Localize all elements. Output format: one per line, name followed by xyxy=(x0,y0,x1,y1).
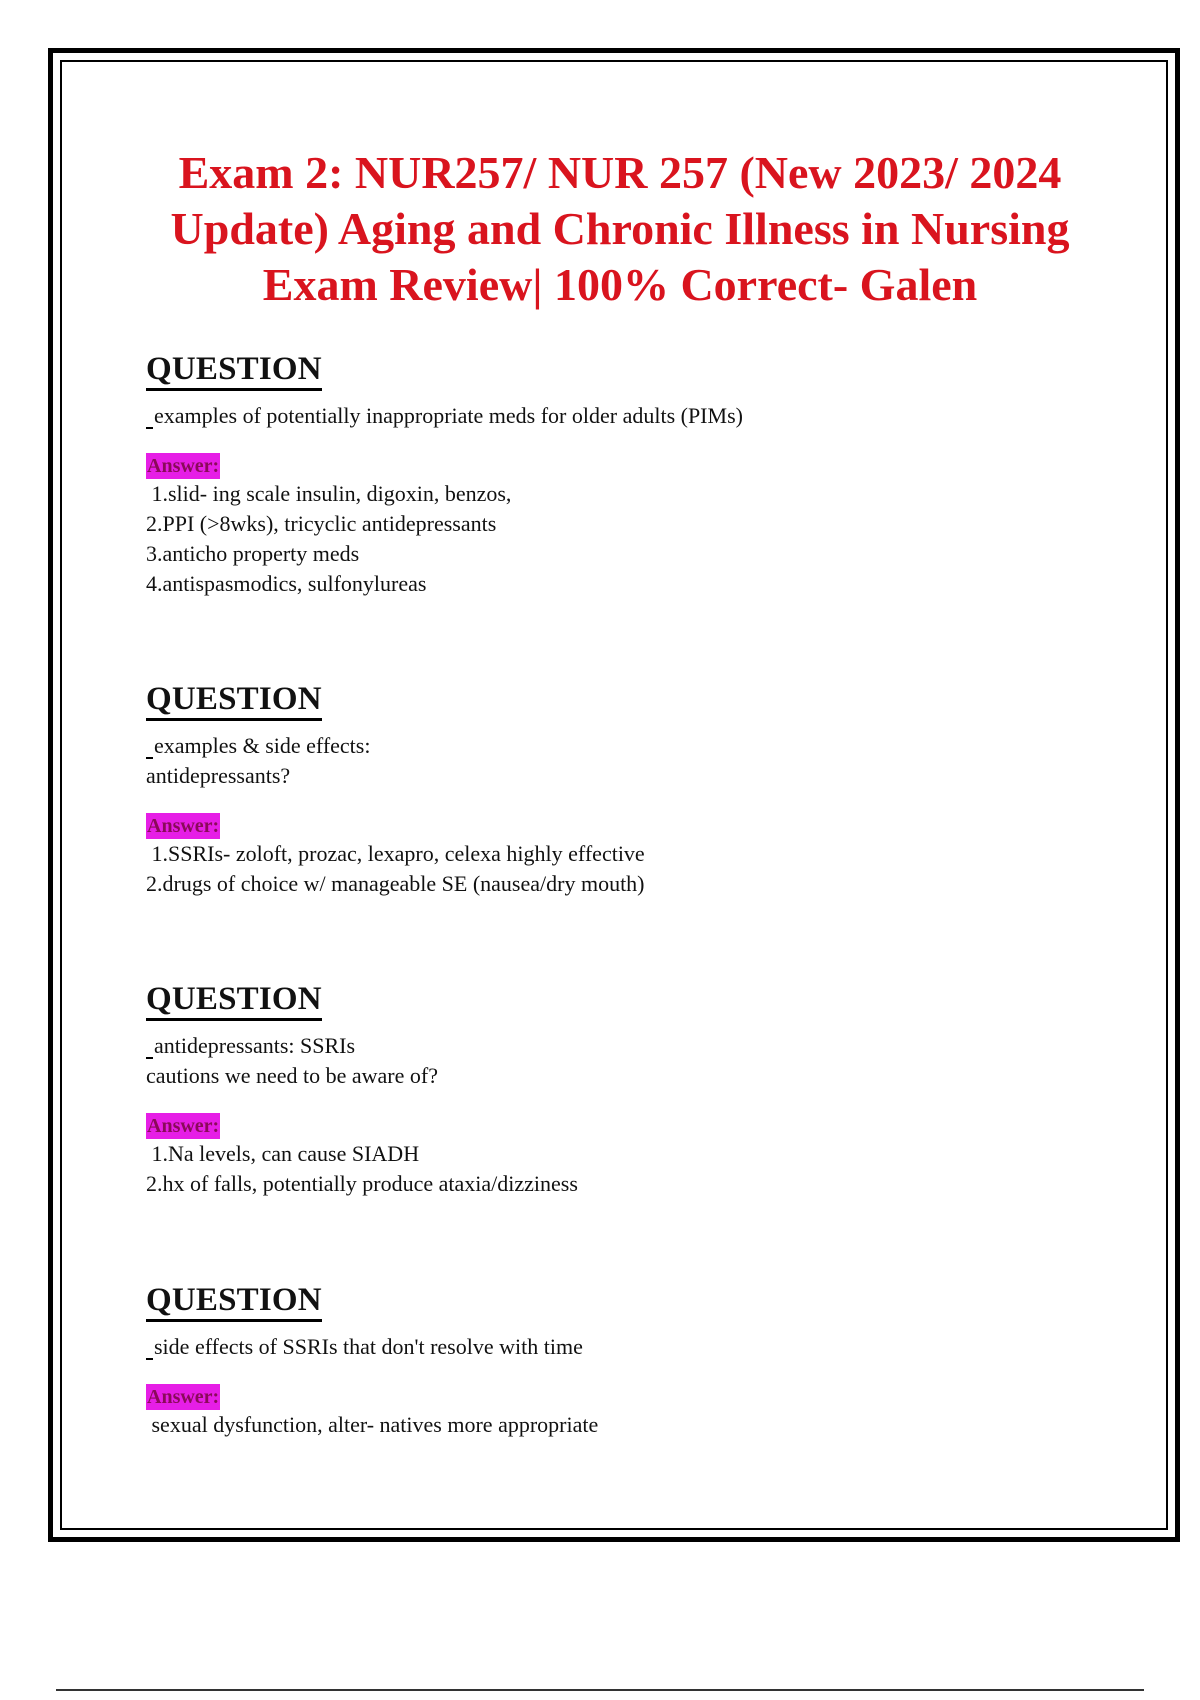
answer-line: 1.SSRIs- zoloft, prozac, lexapro, celexa highly effective xyxy=(146,841,645,866)
question-line: antidepressants? xyxy=(146,763,291,788)
question-heading: QUESTION xyxy=(146,680,322,721)
question-heading: QUESTION xyxy=(146,350,322,391)
answer-label: Answer: xyxy=(147,815,220,837)
question-text xyxy=(146,401,1106,431)
answer-line: 2.drugs of choice w/ manageable SE (nausea/dry mouth) xyxy=(146,871,645,896)
answer-label: Answer: xyxy=(147,1115,220,1137)
leading-underscore-mark xyxy=(146,427,153,429)
qa-block-4 xyxy=(146,1281,1106,1440)
answer-line: 3.anticho property meds xyxy=(146,541,360,566)
question-text xyxy=(146,731,1106,791)
qa-block-2 xyxy=(146,680,1106,899)
question-line: examples & side effects: xyxy=(154,733,371,758)
answer-line: 2.hx of falls, potentially produce ataxia/dizziness xyxy=(146,1171,578,1196)
qa-block-3 xyxy=(146,980,1106,1199)
leading-underscore-mark xyxy=(146,1358,153,1360)
answer-line: sexual dysfunction, alter- natives more appropriate xyxy=(146,1412,599,1437)
question-text xyxy=(146,1031,1106,1091)
answer-line: 1.Na levels, can cause SIADH xyxy=(146,1141,420,1166)
qa-block-1 xyxy=(146,350,1106,599)
leading-underscore-mark xyxy=(146,757,153,759)
question-heading: QUESTION xyxy=(146,1281,322,1322)
question-line: examples of potentially inappropriate meds for older adults (PIMs) xyxy=(154,403,743,428)
answer-line: 1.slid- ing scale insulin, digoxin, benzos, xyxy=(146,481,512,506)
document-title: Exam 2: NUR257/ NUR 257 (New 2023/ 2024 Update) Aging and Chronic Illness in Nursing Exam Review| 100% Correct- Galen xyxy=(170,147,1070,310)
footer-rule xyxy=(56,1689,1144,1691)
leading-underscore-mark xyxy=(146,1057,153,1059)
question-line: side effects of SSRIs that don't resolve with time xyxy=(154,1334,583,1359)
question-text xyxy=(146,1332,1106,1362)
question-line: cautions we need to be aware of? xyxy=(146,1063,438,1088)
answer-label: Answer: xyxy=(147,1386,220,1408)
question-heading: QUESTION xyxy=(146,980,322,1021)
answer-line: 2.PPI (>8wks), tricyclic antidepressants xyxy=(146,511,497,536)
answer-label: Answer: xyxy=(147,455,220,477)
question-line: antidepressants: SSRIs xyxy=(154,1033,356,1058)
answer-line: 4.antispasmodics, sulfonylureas xyxy=(146,571,427,596)
